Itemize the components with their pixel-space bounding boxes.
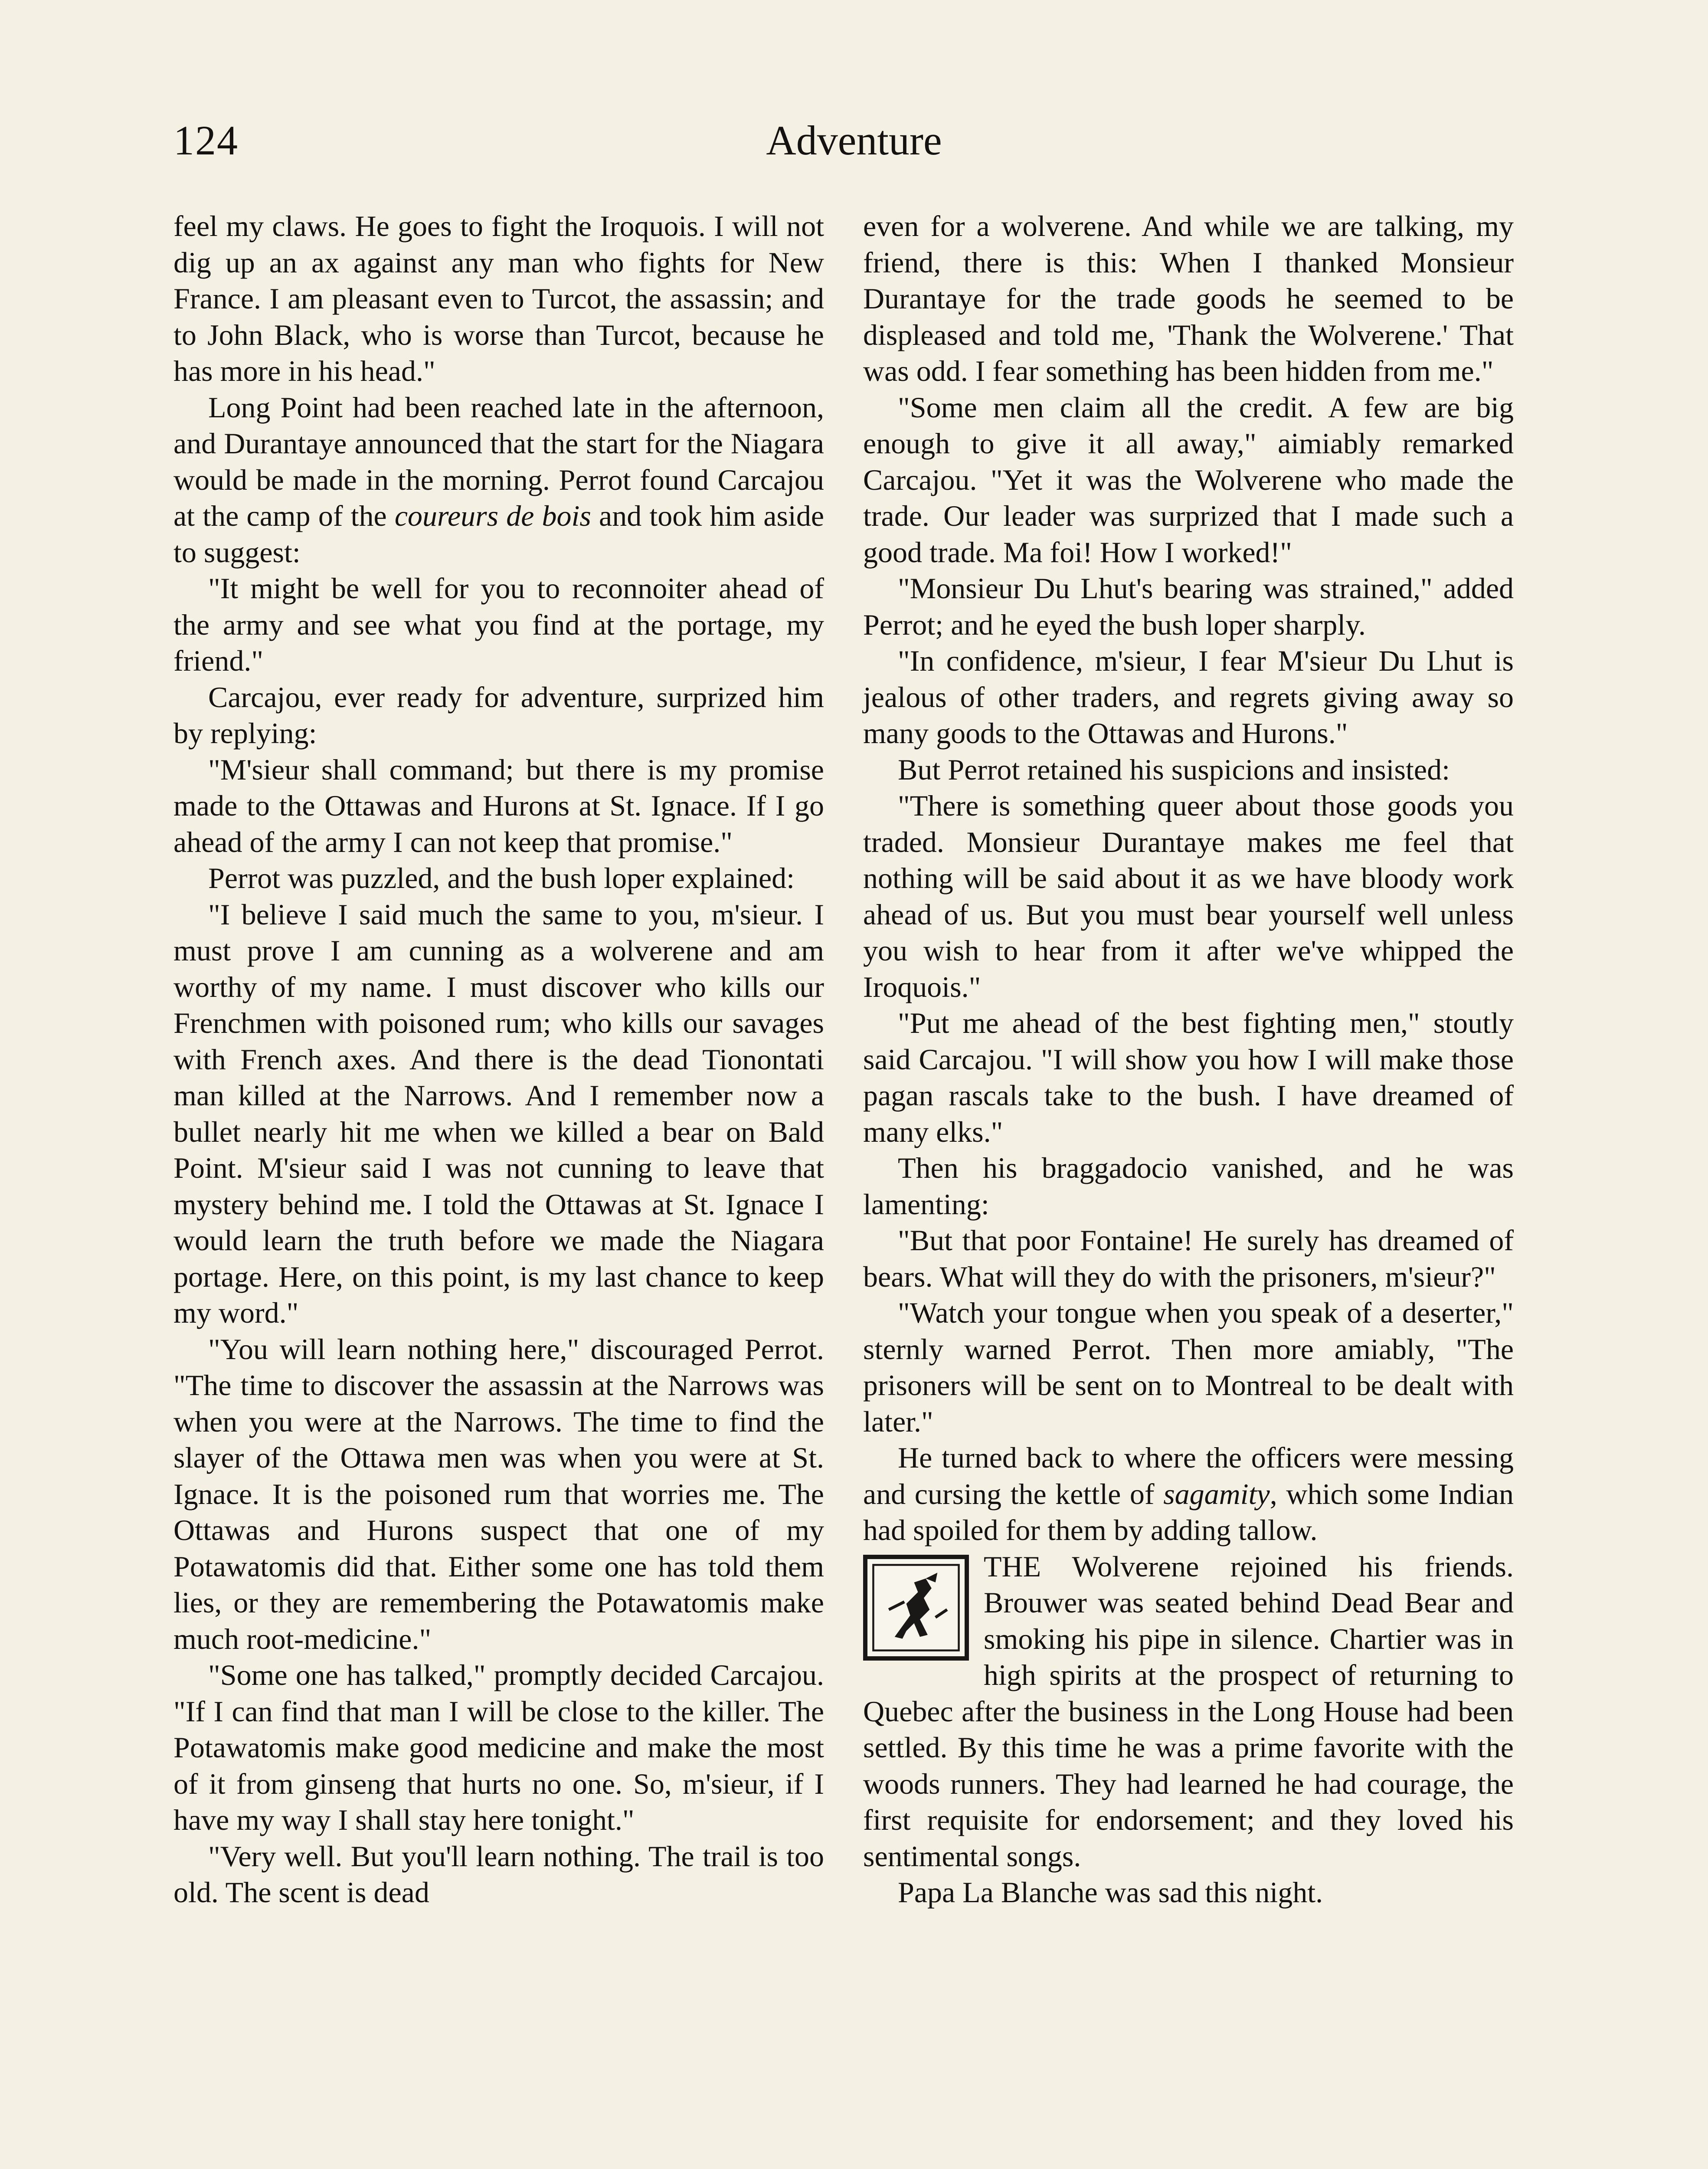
italic-phrase: coureurs de bois — [394, 499, 591, 532]
page-number: 124 — [173, 117, 239, 164]
paragraph: even for a wolverene. And while we are talking, my friend, there is this: When I thanked Monsieur Durantaye for the trade goods he seemed to be displeased and told me, 'Thank the Wolverene.' That was odd. I fear something has been hidden from me." — [863, 210, 1514, 387]
paragraph: Papa La Blanche was sad this night. — [898, 1876, 1323, 1909]
magazine-title: Adventure — [766, 117, 942, 164]
decorative-dropcap-icon — [863, 1555, 969, 1661]
paragraph: But Perrot retained his suspicions and insisted: — [898, 753, 1450, 786]
paragraph: "You will learn nothing here," discouraged Perrot. "The time to discover the assassin at the Narrows was when you were at the Narrows. The time to find the slayer of the Ottawa men was when you were at St. Ignace. It is the poisoned rum that worries me. The Ottawas and Hurons suspect that one of my Potawatomis did that. Either some one has told them lies, or they are remembering the Potawatomis make much root-medicine." — [173, 1332, 824, 1655]
paragraph: "I believe I said much the same to you, m'sieur. I must prove I am cunning as a wolverene and am worthy of my name. I must discover who kills our Frenchmen with poisoned rum; who kills our savages with French axes. And there is the dead Tionontati man killed at the Narrows. And I remember now a bullet nearly hit me when we killed a bear on Bald Point. M'sieur said I was not cunning to leave that mystery behind me. I told the Ottawas at St. Ignace I would learn the truth before we made the Niagara portage. Here, on this point, is my last chance to keep my word." — [173, 898, 824, 1329]
paragraph: Carcajou, ever ready for adventure, surprized him by replying: — [173, 680, 824, 750]
paragraph: "Monsieur Du Lhut's bearing was strained," added Perrot; and he eyed the bush loper sharply. — [863, 572, 1514, 641]
paragraph: "But that poor Fontaine! He surely has dreamed of bears. What will they do with the prisoners, m'sieur?" — [863, 1224, 1514, 1293]
paragraph: "Watch your tongue when you speak of a deserter," sternly warned Perrot. Then more amiably, "The prisoners will be sent on to Montreal to be dealt with later." — [863, 1296, 1514, 1438]
paragraph: "Some one has talked," promptly decided Carcajou. "If I can find that man I will be close to the killer. The Potawatomis make good medicine and make the most of it from ginseng that hurts no one. So, m'sieur, if I have my way I shall stay here tonight." — [173, 1658, 824, 1836]
paragraph: "There is something queer about those goods you traded. Monsieur Durantaye makes me feel that nothing will be said about it as we have bloody work ahead of us. But you must bear yourself well unless you wish to hear from it after we've whipped the Iroquois." — [863, 789, 1514, 1003]
left-column — [173, 208, 824, 1911]
paragraph: He turned back to where the officers were messing and cursing the kettle of sagamity, which some Indian had spoiled for them by adding tallow. — [863, 1441, 1514, 1546]
paragraph: "Very well. But you'll learn nothing. The trail is too old. The scent is dead — [173, 1839, 824, 1909]
paragraph: Perrot was puzzled, and the bush loper explained: — [208, 862, 795, 894]
section-break-paragraph — [863, 1549, 1514, 1875]
right-column — [863, 208, 1514, 1911]
italic-phrase: sagamity — [1163, 1477, 1270, 1510]
paragraph: "In confidence, m'sieur, I fear M'sieur Du Lhut is jealous of other traders, and regrets giving away so many goods to the Ottawas and Hurons." — [863, 644, 1514, 750]
paragraph: "It might be well for you to reconnoiter ahead of the army and see what you find at the portage, my friend." — [173, 572, 824, 677]
paragraph: THE Wolverene rejoined his friends. Brouwer was seated behind Dead Bear and smoking his pipe in silence. Chartier was in high spirits at the prospect of returning to Quebec after the business in the Long House had been settled. By this time he was a prime favorite with the woods runners. They had learned he had courage, the first requisite for endorsement; and they loved his sentimental songs. — [863, 1550, 1514, 1873]
paragraph: "M'sieur shall command; but there is my promise made to the Ottawas and Hurons at St. Ignace. If I go ahead of the army I can not keep that promise." — [173, 753, 824, 858]
paragraph: feel my claws. He goes to fight the Iroquois. I will not dig up an ax against any man who fights for New France. I am pleasant even to Turcot, the assassin; and to John Black, who is worse than Turcot, because he has more in his head." — [173, 210, 824, 387]
paragraph: Then his braggadocio vanished, and he was lamenting: — [863, 1151, 1514, 1221]
paragraph: "Put me ahead of the best fighting men," stoutly said Carcajou. "I will show you how I will make those pagan rascals take to the bush. I have dreamed of many elks." — [863, 1006, 1514, 1148]
page-header — [0, 116, 1708, 186]
paragraph: "Some men claim all the credit. A few are big enough to give it all away," aimiably remarked Carcajou. "Yet it was the Wolverene who made the trade. Our leader was surprized that I made such a good trade. Ma foi! How I worked!" — [863, 390, 1514, 569]
paragraph: Long Point had been reached late in the afternoon, and Durantaye announced that the start for the Niagara would be made in the morning. Perrot found Carcajou at the camp of the coureurs de bois and took him aside to suggest: — [173, 390, 825, 569]
